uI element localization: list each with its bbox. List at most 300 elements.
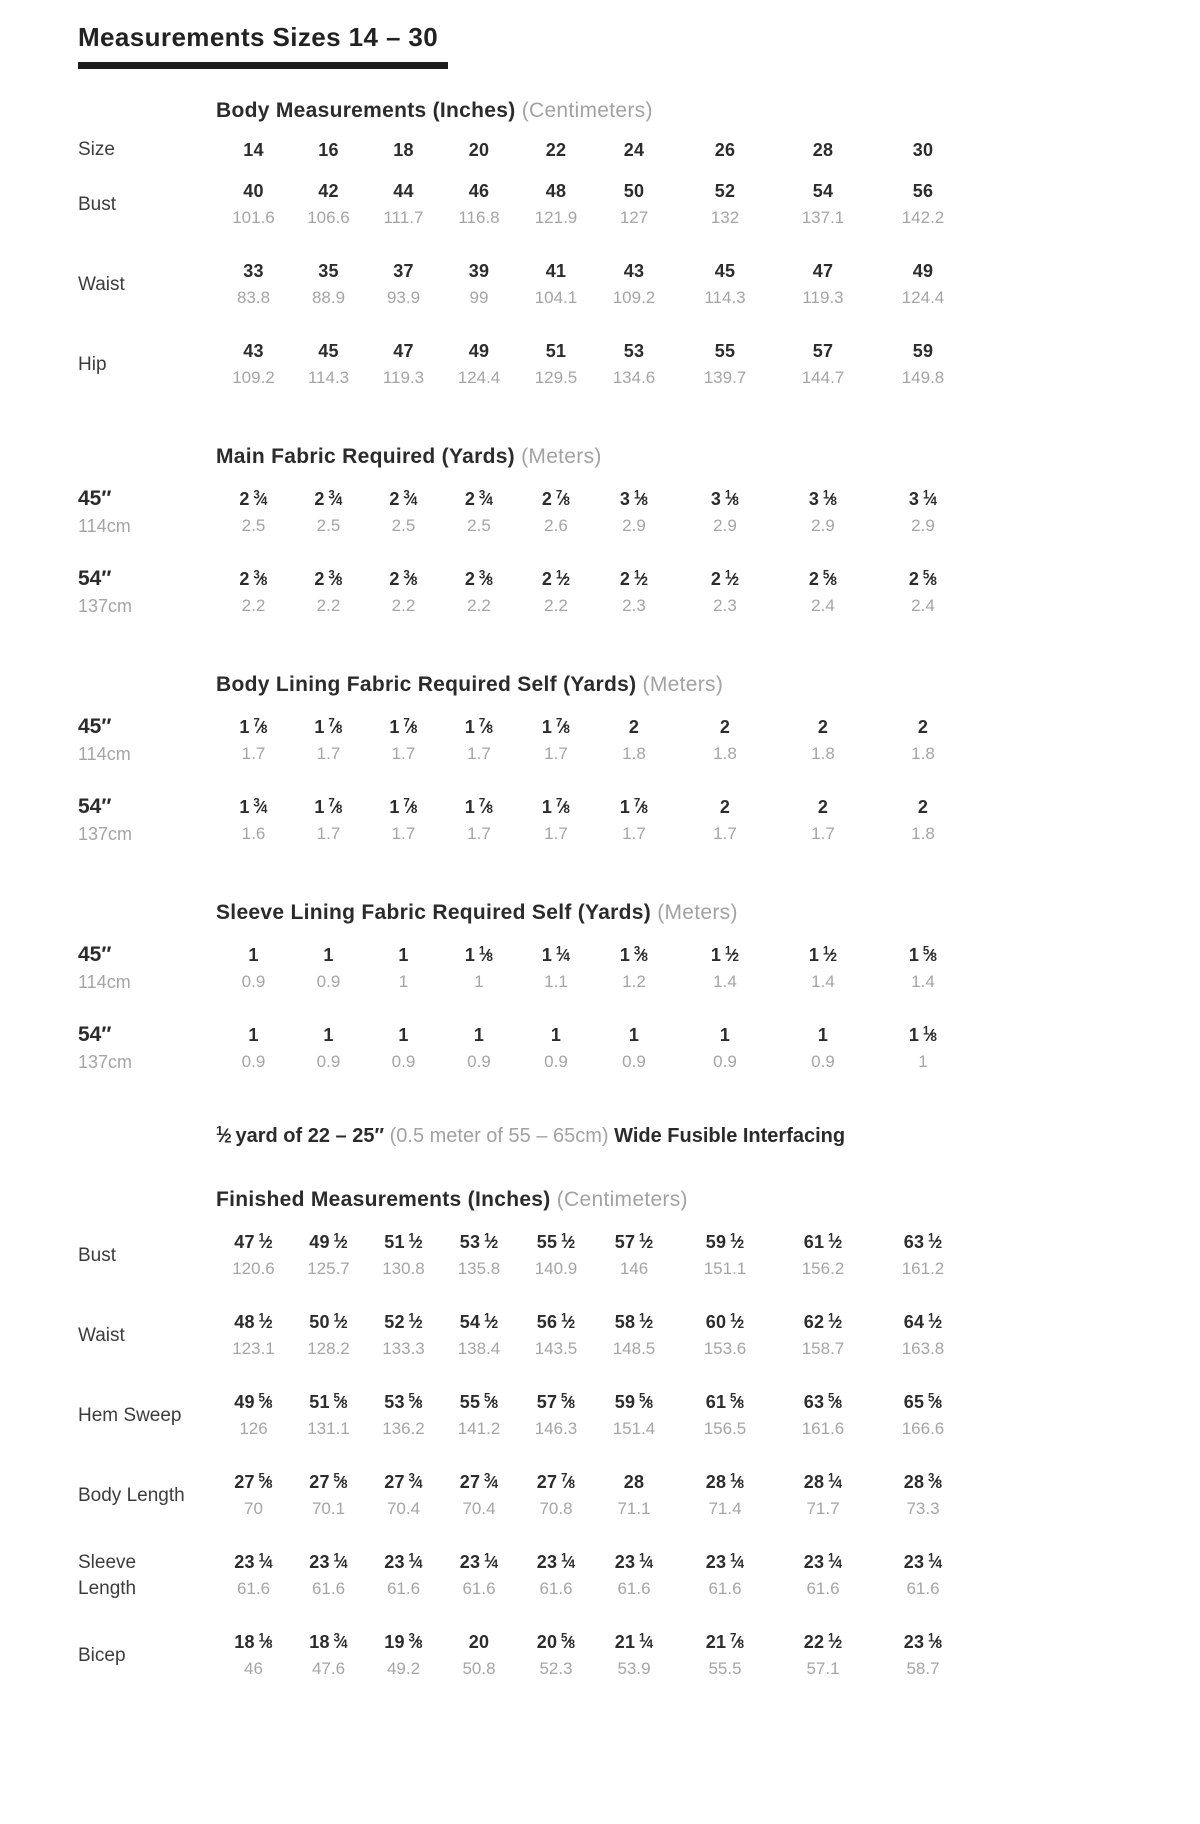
value-cell: [673, 178, 777, 232]
value-cell: [517, 338, 595, 392]
value-cell: [517, 178, 595, 232]
cm-value: 2.5: [391, 516, 416, 535]
value-cell: [777, 1309, 869, 1363]
row-label: Size: [78, 139, 115, 160]
value-cell: [869, 137, 977, 163]
table-row: [78, 245, 1160, 325]
value-cell: [216, 1022, 291, 1076]
value-cell: [869, 942, 977, 996]
cm-value: 71.7: [806, 1499, 840, 1519]
inches-value: 46: [468, 181, 490, 201]
cm-value: 99: [469, 288, 489, 307]
fraction: $^5$⁄8: [333, 1392, 348, 1413]
cm-value: 1.8: [911, 744, 935, 763]
row-label-cell: [78, 486, 216, 540]
cm-value: 71.1: [617, 1499, 651, 1519]
fraction: $^3$⁄4: [253, 797, 268, 817]
cm-value: 0.9: [241, 972, 266, 991]
inches-value: 49: [468, 341, 490, 361]
value-cell: [216, 566, 291, 620]
inches-value: 2 $^5$⁄8: [908, 569, 938, 589]
fraction: $^3$⁄4: [328, 489, 343, 509]
value-cell: [673, 338, 777, 392]
cm-value: 1.4: [911, 972, 935, 991]
cm-value: 1.7: [467, 744, 491, 763]
page-title: Measurements Sizes 14 – 30: [78, 22, 448, 69]
fraction: $^1$⁄2: [555, 569, 571, 589]
inches-value: 20 $^5$⁄8: [536, 1632, 576, 1653]
value-cell: [777, 1229, 869, 1283]
value-cell: [291, 1309, 366, 1363]
inches-value: 45: [714, 261, 736, 281]
inches-value: 33: [243, 261, 264, 281]
fraction: $^1$⁄4: [827, 1552, 843, 1573]
row-label-cell: [78, 352, 216, 378]
value-cell: [869, 566, 977, 620]
cm-value: 93.9: [386, 288, 421, 307]
value-cell: [441, 137, 517, 163]
cm-value: 148.5: [612, 1339, 656, 1359]
fraction: $^1$⁄2: [724, 945, 740, 965]
cm-value: 1.7: [544, 824, 568, 843]
section-heading: [216, 99, 1160, 123]
measurement-chart-page: [78, 18, 1160, 1696]
cm-value: 139.7: [703, 368, 747, 387]
value-cell: [673, 258, 777, 312]
value-cell: [441, 178, 517, 232]
inches-value: 61 $^5$⁄8: [705, 1392, 745, 1413]
cm-value: 137.1: [801, 208, 845, 227]
inches-value: 3 $^1$⁄8: [619, 489, 649, 509]
fraction: $^1$⁄2: [408, 1312, 423, 1333]
inches-value: 51 $^1$⁄2: [384, 1232, 423, 1253]
value-cell: [441, 258, 517, 312]
inches-value: 2: [917, 717, 929, 737]
inches-value: 1 $^7$⁄8: [619, 797, 649, 817]
inches-value: 50 $^1$⁄2: [309, 1312, 348, 1333]
cm-value: 70.4: [462, 1499, 496, 1519]
cm-value: 106.6: [307, 208, 350, 227]
fraction: $^1$⁄4: [483, 1552, 499, 1573]
value-cell: [441, 338, 517, 392]
value-cell: [291, 1022, 366, 1076]
cm-value: 2.6: [544, 516, 568, 535]
cm-value: 1.7: [467, 824, 491, 843]
inches-value: 27 $^3$⁄4: [384, 1472, 423, 1493]
row-label: Waist: [78, 1325, 125, 1347]
fraction: $^1$⁄4: [638, 1632, 654, 1653]
fraction: $^3$⁄4: [333, 1632, 348, 1653]
row-label-cell: [78, 1550, 216, 1602]
cm-value: 1.2: [622, 972, 646, 991]
value-cell: [777, 178, 869, 232]
cm-value: 144.7: [801, 368, 845, 387]
value-cell: [595, 137, 673, 163]
inches-value: 1 $^7$⁄8: [541, 797, 571, 817]
value-cell: [441, 1629, 517, 1683]
value-cell: [216, 137, 291, 163]
value-cell: [216, 1309, 291, 1363]
cm-value: 151.4: [612, 1419, 656, 1439]
value-cell: [441, 486, 517, 540]
fraction: $^7$⁄8: [478, 717, 494, 737]
value-cell: [216, 1469, 291, 1523]
cm-value: 131.1: [307, 1419, 350, 1439]
fraction: $^1$⁄8: [478, 945, 494, 965]
inches-value: 3 $^1$⁄8: [808, 489, 838, 509]
fraction: $^1$⁄2: [927, 1232, 943, 1253]
cm-value: 124.4: [457, 368, 501, 387]
inches-value: 26: [714, 140, 736, 160]
inches-value: 23 $^1$⁄4: [309, 1552, 348, 1573]
cm-value: 0.9: [622, 1052, 646, 1071]
inches-value: 59 $^1$⁄2: [705, 1232, 745, 1253]
row-label-cell: [78, 137, 216, 163]
fraction: $^5$⁄8: [333, 1472, 348, 1493]
fraction: $^5$⁄8: [922, 945, 938, 965]
inches-value: 1 $^1$⁄8: [908, 1025, 938, 1045]
fraction: $^5$⁄8: [638, 1392, 654, 1413]
inches-value: 27 $^5$⁄8: [234, 1472, 273, 1493]
value-cell: [673, 137, 777, 163]
value-cell: [517, 566, 595, 620]
table-row: [78, 781, 1160, 861]
cm-value: 1.4: [713, 972, 737, 991]
inches-value: 2 $^5$⁄8: [808, 569, 838, 589]
inches-value: 2: [917, 797, 929, 817]
table-row: [78, 553, 1160, 633]
fraction: $^5$⁄8: [560, 1632, 576, 1653]
inches-value: 49 $^5$⁄8: [234, 1392, 273, 1413]
cm-value: 0.9: [713, 1052, 737, 1071]
cm-value: 61.6: [539, 1579, 573, 1599]
cm-value: 0.9: [316, 972, 341, 991]
value-cell: [869, 1229, 977, 1283]
inches-value: 57 $^5$⁄8: [536, 1392, 576, 1413]
fraction: $^1$⁄2: [638, 1312, 654, 1333]
cm-value: 143.5: [534, 1339, 578, 1359]
value-cell: [216, 1389, 291, 1443]
cm-value: 61.6: [806, 1579, 840, 1599]
value-cell: [869, 178, 977, 232]
row-label: 45″: [78, 487, 112, 510]
value-cell: [216, 1549, 291, 1603]
inches-value: 54: [812, 181, 834, 201]
inches-value: 24: [623, 140, 645, 160]
row-label-cell: [78, 1483, 216, 1509]
table-row: [78, 1456, 1160, 1536]
value-cell: [366, 1629, 441, 1683]
row-label-cell: [78, 272, 216, 298]
inches-value: 55 $^5$⁄8: [459, 1392, 499, 1413]
heading-sub: (Meters): [642, 673, 724, 696]
cm-value: 129.5: [534, 368, 578, 387]
value-cell: [673, 714, 777, 768]
cm-value: 2.4: [911, 596, 935, 615]
value-cell: [517, 1389, 595, 1443]
cm-value: 2.3: [713, 596, 737, 615]
fraction: $^1$⁄2: [258, 1312, 273, 1333]
cm-value: 2.9: [811, 516, 835, 535]
fraction: $^3$⁄4: [253, 489, 268, 509]
cm-value: 61.6: [708, 1579, 742, 1599]
value-cell: [869, 714, 977, 768]
cm-value: 1.7: [391, 744, 416, 763]
cm-value: 151.1: [703, 1259, 747, 1279]
value-cell: [869, 1389, 977, 1443]
inches-value: 49 $^1$⁄2: [309, 1232, 348, 1253]
inches-value: 53 $^5$⁄8: [384, 1392, 423, 1413]
value-cell: [517, 794, 595, 848]
table-row: [78, 127, 1160, 165]
cm-value: 61.6: [236, 1579, 271, 1599]
fraction: $^7$⁄8: [555, 717, 571, 737]
cm-value: 1.6: [241, 824, 266, 843]
fraction: $^1$⁄2: [827, 1632, 843, 1653]
cm-value: 146: [619, 1259, 649, 1279]
row-label: 45″: [78, 943, 112, 966]
fraction: $^5$⁄8: [827, 1392, 843, 1413]
section-heading: [216, 673, 1160, 697]
value-cell: [291, 714, 366, 768]
fraction: $^1$⁄2: [333, 1312, 348, 1333]
inches-value: 42: [318, 181, 339, 201]
inches-value: 1 $^7$⁄8: [314, 717, 343, 737]
inches-value: 16: [318, 140, 339, 160]
note-lead: $^1$⁄2 yard of 22 – 25″: [216, 1123, 385, 1148]
value-cell: [441, 1309, 517, 1363]
cm-value: 2.2: [544, 596, 568, 615]
value-cell: [777, 486, 869, 540]
cm-value: 104.1: [534, 288, 578, 307]
inches-value: 2: [817, 797, 829, 817]
inches-value: 52: [714, 181, 736, 201]
inches-value: 1 $^1$⁄2: [710, 945, 740, 965]
fraction: $^1$⁄2: [729, 1312, 745, 1333]
cm-value: 70.1: [311, 1499, 346, 1519]
value-cell: [517, 1549, 595, 1603]
inches-value: 53 $^1$⁄2: [459, 1232, 499, 1253]
row-sublabel: 137cm: [78, 824, 133, 844]
cm-value: 55.5: [708, 1659, 742, 1679]
inches-value: 30: [912, 140, 934, 160]
cm-value: 114.3: [307, 368, 350, 387]
row-sublabel: 137cm: [78, 596, 133, 616]
fraction: $^5$⁄8: [922, 569, 938, 589]
value-cell: [366, 1469, 441, 1523]
table-row: [78, 1616, 1160, 1696]
cm-value: 116.8: [458, 208, 500, 227]
value-cell: [869, 1469, 977, 1523]
note-metric: (0.5 meter of 55 – 65cm): [389, 1125, 609, 1148]
cm-value: 134.6: [612, 368, 656, 387]
inches-value: 1: [323, 945, 334, 965]
inches-value: 1 $^7$⁄8: [541, 717, 571, 737]
fraction: $^5$⁄8: [560, 1392, 576, 1413]
inches-value: 2 $^3$⁄8: [464, 569, 494, 589]
cm-value: 146.3: [534, 1419, 578, 1439]
value-cell: [291, 794, 366, 848]
inches-value: 44: [393, 181, 414, 201]
row-label-cell: [78, 794, 216, 848]
cm-value: 127: [619, 208, 649, 227]
cm-value: 61.6: [311, 1579, 346, 1599]
fraction: $^1$⁄2: [483, 1232, 499, 1253]
inches-value: 3 $^1$⁄4: [908, 489, 938, 509]
table-row: [78, 1376, 1160, 1456]
row-label-cell: [78, 1643, 216, 1669]
inches-value: 27 $^7$⁄8: [536, 1472, 576, 1493]
value-cell: [673, 1309, 777, 1363]
inches-value: 49: [912, 261, 934, 281]
cm-value: 0.9: [316, 1052, 341, 1071]
value-cell: [673, 486, 777, 540]
cm-value: 52.3: [539, 1659, 573, 1679]
inches-value: 37: [393, 261, 414, 281]
value-cell: [777, 942, 869, 996]
row-label: Bust: [78, 1245, 117, 1267]
fraction: $^1$⁄2: [560, 1312, 576, 1333]
cm-value: 70.4: [386, 1499, 421, 1519]
value-cell: [291, 1549, 366, 1603]
inches-value: 63 $^5$⁄8: [803, 1392, 843, 1413]
value-cell: [291, 486, 366, 540]
inches-value: 28: [812, 140, 834, 160]
value-cell: [777, 1549, 869, 1603]
value-cell: [777, 137, 869, 163]
fraction: $^1$⁄4: [638, 1552, 654, 1573]
inches-value: 27 $^3$⁄4: [459, 1472, 499, 1493]
inches-value: 2 $^3$⁄8: [389, 569, 418, 589]
value-cell: [869, 1549, 977, 1603]
cm-value: 1.7: [316, 744, 341, 763]
inches-value: 1 $^7$⁄8: [389, 797, 418, 817]
value-cell: [366, 1309, 441, 1363]
value-cell: [595, 1229, 673, 1283]
inches-value: 40: [243, 181, 264, 201]
value-cell: [777, 338, 869, 392]
inches-value: 61 $^1$⁄2: [803, 1232, 843, 1253]
inches-value: 55 $^1$⁄2: [536, 1232, 576, 1253]
value-cell: [441, 1229, 517, 1283]
fraction: $^1$⁄8: [822, 489, 838, 509]
inches-value: 1: [817, 1025, 829, 1045]
fraction: $^1$⁄2: [729, 1232, 745, 1253]
row-label: Body Length: [78, 1485, 185, 1507]
inches-value: 1: [248, 1025, 259, 1045]
value-cell: [517, 1022, 595, 1076]
value-cell: [869, 486, 977, 540]
fraction: $^7$⁄8: [253, 717, 268, 737]
value-cell: [216, 486, 291, 540]
row-label-cell: [78, 1022, 216, 1076]
row-label-cell: [78, 1403, 216, 1429]
value-cell: [291, 1389, 366, 1443]
value-cell: [441, 794, 517, 848]
cm-value: 1: [474, 972, 484, 991]
value-cell: [441, 714, 517, 768]
fraction: $^1$⁄4: [333, 1552, 348, 1573]
inches-value: 1 $^1$⁄4: [541, 945, 571, 965]
fraction: $^5$⁄8: [729, 1392, 745, 1413]
inches-value: 2 $^3$⁄4: [389, 489, 418, 509]
value-cell: [291, 1629, 366, 1683]
row-label-cell: [78, 1243, 216, 1269]
cm-value: 1.8: [713, 744, 737, 763]
value-cell: [777, 1469, 869, 1523]
inches-value: 23 $^1$⁄4: [614, 1552, 654, 1573]
inches-value: 2 $^3$⁄4: [239, 489, 268, 509]
cm-value: 2.9: [622, 516, 646, 535]
fraction: $^1$⁄8: [633, 489, 649, 509]
value-cell: [869, 1629, 977, 1683]
section-heading: [216, 1188, 1160, 1212]
inches-value: 51 $^5$⁄8: [309, 1392, 348, 1413]
cm-value: 1.8: [911, 824, 935, 843]
inches-value: 1: [248, 945, 259, 965]
fraction: $^5$⁄8: [258, 1392, 273, 1413]
row-label: 54″: [78, 567, 112, 590]
cm-value: 1: [398, 972, 409, 991]
value-cell: [366, 178, 441, 232]
inches-value: 56: [912, 181, 934, 201]
fraction: $^1$⁄4: [258, 1552, 273, 1573]
cm-value: 158.7: [801, 1339, 845, 1359]
inches-value: 28: [623, 1472, 645, 1493]
cm-value: 2.2: [467, 596, 491, 615]
value-cell: [869, 1022, 977, 1076]
value-cell: [517, 137, 595, 163]
heading-main: Finished Measurements (Inches): [216, 1188, 551, 1212]
inches-value: 22 $^1$⁄2: [803, 1632, 843, 1653]
fraction: $^1$⁄2: [638, 1232, 654, 1253]
row-sublabel: 114cm: [78, 516, 131, 536]
inches-value: 1 $^7$⁄8: [239, 717, 268, 737]
fraction: $^1$⁄2: [724, 569, 740, 589]
fraction: $^1$⁄4: [922, 489, 938, 509]
inches-value: 41: [545, 261, 567, 281]
cm-value: 1.4: [811, 972, 835, 991]
cm-value: 128.2: [307, 1339, 350, 1359]
cm-value: 109.2: [232, 368, 275, 387]
fraction: $^5$⁄8: [408, 1392, 423, 1413]
cm-value: 2.9: [713, 516, 737, 535]
inches-value: 1 $^5$⁄8: [908, 945, 938, 965]
inches-value: 1: [550, 1025, 562, 1045]
value-cell: [777, 1022, 869, 1076]
inches-value: 43: [243, 341, 264, 361]
value-cell: [366, 942, 441, 996]
cm-value: 1.8: [811, 744, 835, 763]
fraction: $^1$⁄4: [927, 1552, 943, 1573]
inches-value: 47 $^1$⁄2: [234, 1232, 273, 1253]
row-label: 54″: [78, 795, 112, 818]
value-cell: [517, 1229, 595, 1283]
inches-value: 18: [393, 140, 414, 160]
value-cell: [595, 1022, 673, 1076]
row-label-cell: [78, 714, 216, 768]
value-cell: [291, 566, 366, 620]
value-cell: [777, 794, 869, 848]
inches-value: 54 $^1$⁄2: [459, 1312, 499, 1333]
fraction: $^3$⁄4: [483, 1472, 499, 1493]
value-cell: [366, 486, 441, 540]
value-cell: [595, 486, 673, 540]
cm-value: 61.6: [386, 1579, 421, 1599]
inches-value: 18 $^1$⁄8: [234, 1632, 273, 1653]
fraction: $^1$⁄2: [408, 1232, 423, 1253]
cm-value: 70.8: [539, 1499, 573, 1519]
